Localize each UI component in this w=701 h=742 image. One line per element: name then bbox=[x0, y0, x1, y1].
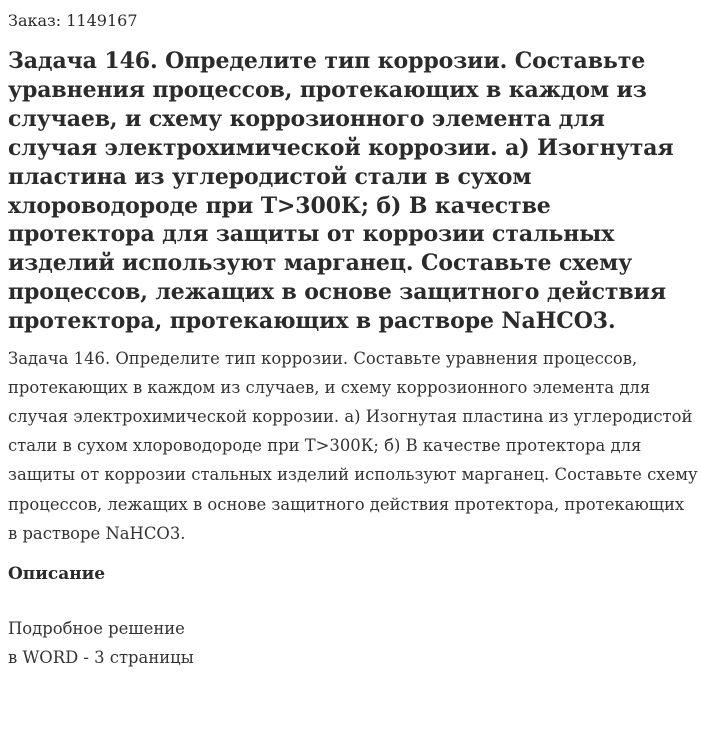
order-number: Заказ: 1149167 bbox=[8, 11, 138, 30]
description-heading: Описание bbox=[8, 563, 106, 584]
task-title: Задача 146. Определите тип коррозии. Составьте уравнения процессов, протекающих в каждом из случаев, и схему коррозионного элемента для случая электрохимической коррозии. а) Изогнутая пластина из углеродистой стали в сухом хлороводороде при Т>300К; б) В качестве протектора для защиты от коррозии стальных изделий используют марганец. Составьте схему процессов, лежащих в основе защитного действия протектора, протекающих в растворе NaHCO3. bbox=[8, 48, 674, 335]
task-text: Задача 146. Определите тип коррозии. Составьте уравнения процессов, протекающих в каждом из случаев, и схему коррозионного элемента для случая электрохимической коррозии. а) Изогнутая пластина из углеродистой стали в сухом хлороводороде при Т>300К; б) В качестве протектора для защиты от коррозии стальных изделий используют марганец. Составьте схему процессов, лежащих в основе защитного действия протектора, протекающих в растворе NaHCO3. bbox=[8, 349, 698, 543]
description-line: в WORD - 3 страницы bbox=[8, 647, 194, 667]
description-text bbox=[8, 614, 698, 672]
product-page bbox=[8, 0, 698, 672]
description-line: Подробное решение bbox=[8, 618, 185, 638]
